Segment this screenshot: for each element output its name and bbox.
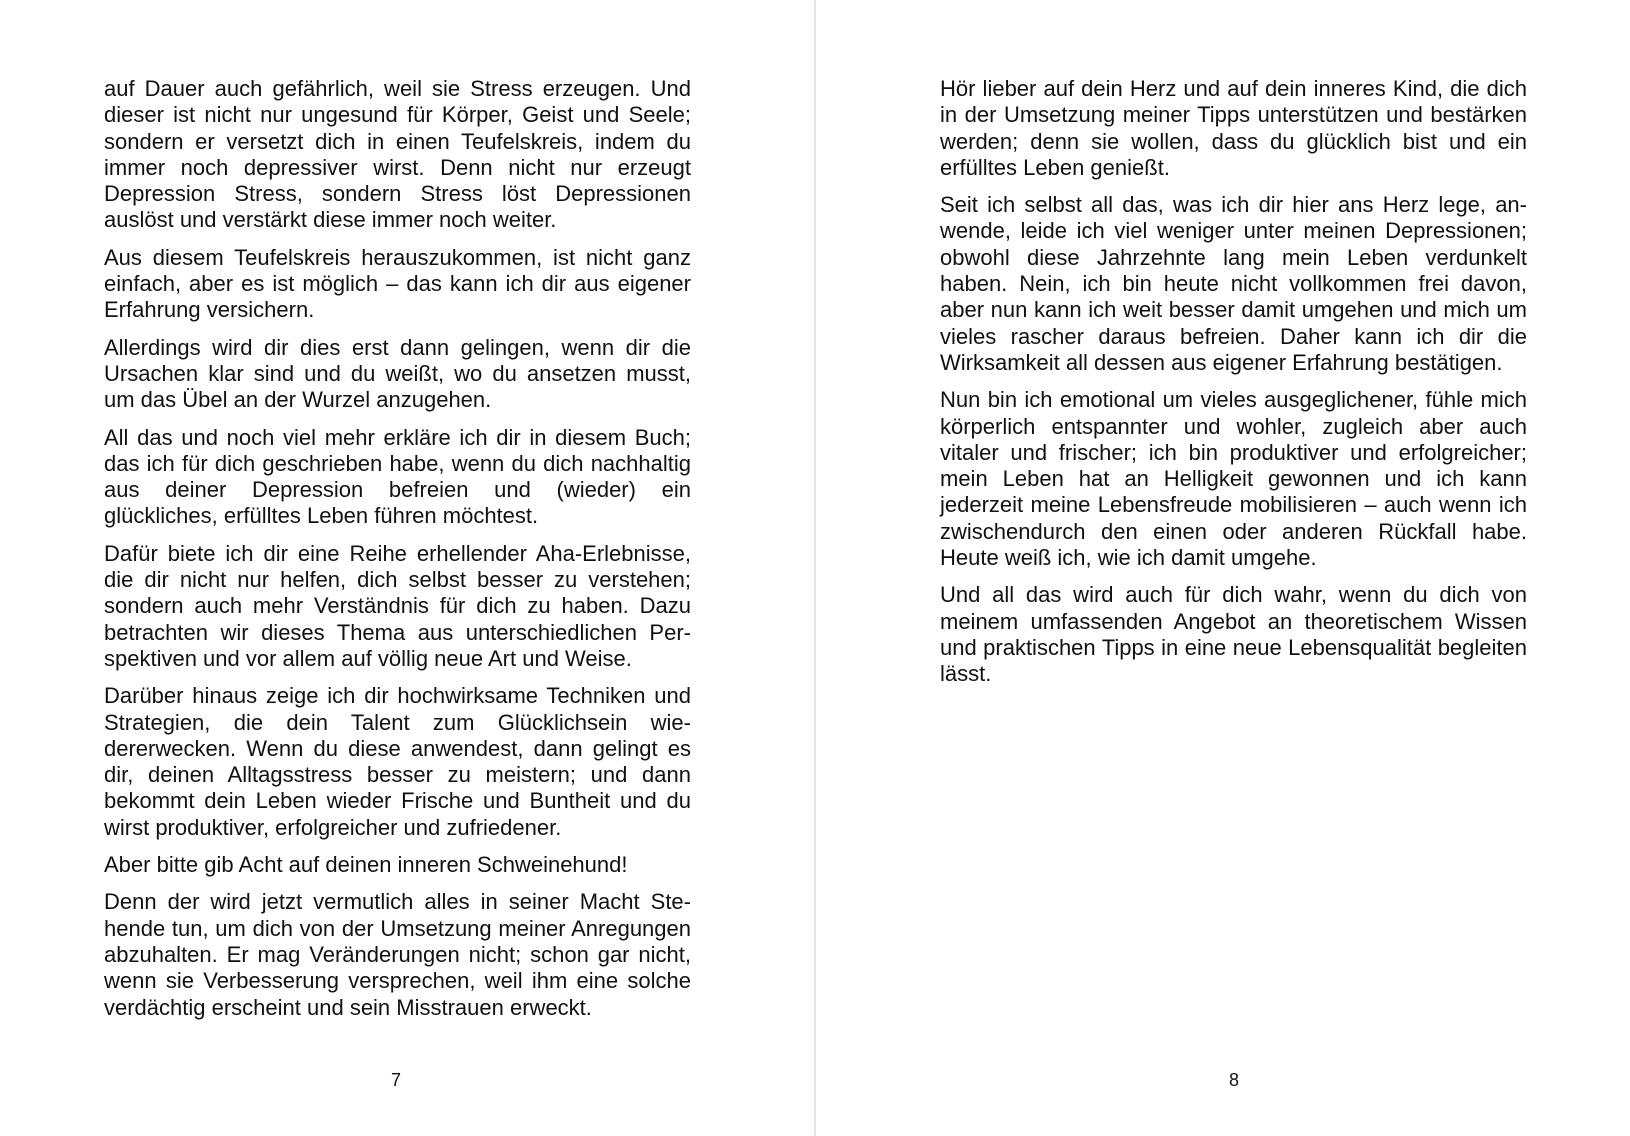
page-gutter-divider xyxy=(814,0,816,1136)
paragraph: Seit ich selbst all das, was ich dir hier ans Herz lege, anwende, leide ich viel weniger unter meinen Depressionen; obwohl diese Jahrzehnte lang mein Leben verdunkelt haben. Nein, ich bin heute nicht vollkommen frei davon, aber nun kann ich weit besser damit umgehen und mich um vieles rascher daraus befreien. Daher kann ich dir die Wirksamkeit all dessen aus eigener Erfahrung bestätigen. xyxy=(940,192,1527,375)
page-number-right: 8 xyxy=(1228,1070,1239,1090)
paragraph: auf Dauer auch gefährlich, weil sie Stress erzeugen. Und dieser ist nicht nur ungesund für Körper, Geist und Seele; sondern er versetzt dich in einen Teufelskreis, indem du immer noch depressiver wirst. Denn nicht nur erzeugt Depression Stress, sondern Stress löst Depressionen auslöst und verstärkt diese immer noch weiter. xyxy=(104,76,691,233)
paragraph: All das und noch viel mehr erkläre ich dir in diesem Buch; das ich für dich geschrieben habe, wenn du dich nachhaltig aus deiner Depression befreien und (wieder) ein glückliches, erfülltes Leben führen möchtest. xyxy=(104,424,691,529)
paragraph: Aber bitte gib Acht auf deinen inneren Schweinehund! xyxy=(104,852,628,878)
paragraph: Allerdings wird dir dies erst dann gelingen, wenn dir die Ursachen klar sind und du weißt, wo du ansetzen musst, um das Übel an der Wurzel anzugehen. xyxy=(104,334,691,413)
page-number-left: 7 xyxy=(390,1070,401,1090)
paragraph: Aus diesem Teufelskreis herauszukommen, ist nicht ganz einfach, aber es ist möglich – das kann ich dir aus eigener Erfahrung versichern. xyxy=(104,244,691,323)
paragraph: Darüber hinaus zeige ich dir hochwirksame Techniken und Strategien, die dein Talent zum Glücklichsein wiedererwecken. Wenn du diese anwendest, dann gelingt es dir, deinen Alltagsstress besser zu meistern; und dann bekommt dein Leben wieder Frische und Buntheit und du wirst produktiver, erfolgreicher und zufriedener. xyxy=(104,683,691,840)
left-page-text xyxy=(104,76,691,1032)
paragraph: Und all das wird auch für dich wahr, wenn du dich von meinem umfassenden Angebot an theoretischem Wissen und praktischen Tipps in eine neue Lebensqualität begleiten lässt. xyxy=(940,582,1527,687)
left-page xyxy=(0,0,800,1136)
paragraph: Nun bin ich emotional um vieles ausgeglichener, fühle mich körperlich entspannter und wohler, zugleich aber auch vitaler und frischer; ich bin produktiver und erfolgreicher; mein Leben hat an Helligkeit gewonnen und ich kann jederzeit meine Lebensfreude mobilisieren – auch wenn ich zwischendurch den einen oder anderen Rückfall habe. Heute weiß ich, wie ich damit umgehe. xyxy=(940,387,1527,571)
paragraph: Denn der wird jetzt vermutlich alles in seiner Macht Stehende tun, um dich von der Umsetzung meiner Anregungen abzuhalten. Er mag Veränderungen nicht; schon gar nicht, wenn sie Verbesserung versprechen, weil ihm eine solche verdächtig erscheint und sein Misstrauen erweckt. xyxy=(104,889,691,1020)
right-page-text xyxy=(940,76,1527,699)
paragraph: Hör lieber auf dein Herz und auf dein inneres Kind, die dich in der Umsetzung meiner Tipps unterstützen und bestärken werden; denn sie wollen, dass du glücklich bist und ein erfülltes Leben genießt. xyxy=(940,76,1527,180)
paragraph: Dafür biete ich dir eine Reihe erhellender Aha-Erlebnisse, die dir nicht nur helfen, dich selbst besser zu verstehen; sondern auch mehr Verständnis für dich zu haben. Dazu betrachten wir dieses Thema aus unterschiedlichen Perspektiven und vor allem auf völlig neue Art und Weise. xyxy=(104,540,691,671)
right-page xyxy=(830,0,1630,1136)
